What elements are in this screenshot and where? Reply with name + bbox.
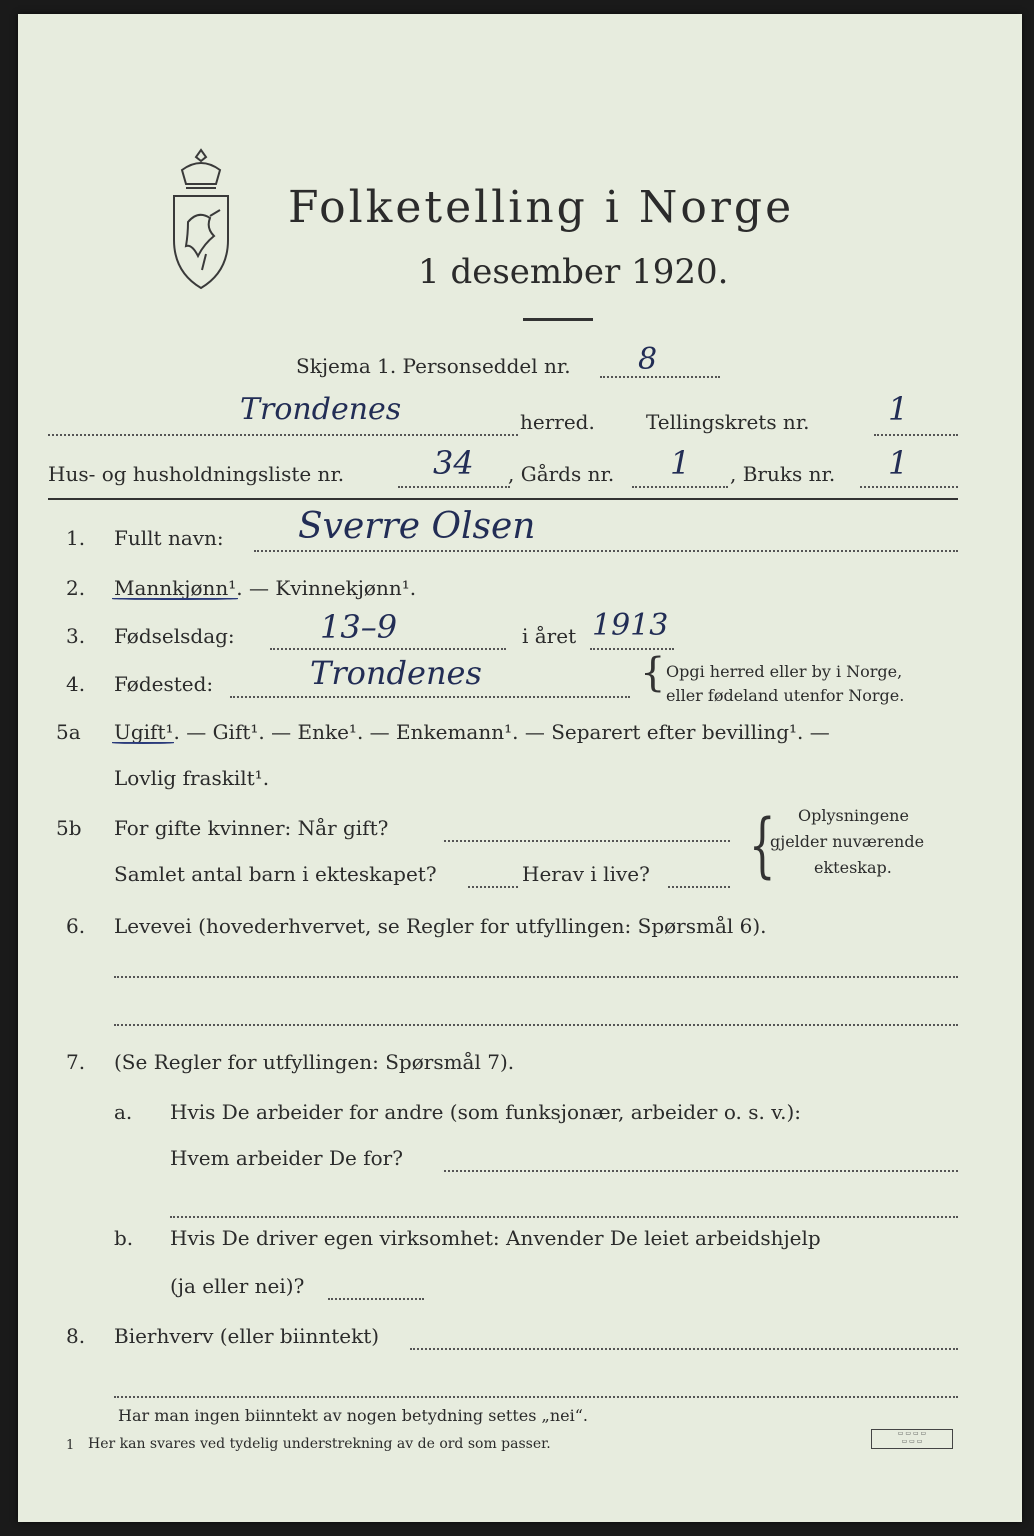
q6-answer-line-1 [114,976,958,978]
q6-answer-line-2 [114,1024,958,1026]
q7a-text: Hvis De arbeider for andre (som funksjonær, arbeider o. s. v.): [170,1100,802,1124]
q7a-answer-line-1 [444,1170,958,1172]
herred-value[interactable]: Trondenes [240,392,402,427]
q4-label: Fødested: [114,672,214,696]
q8-answer-line-2 [114,1396,958,1398]
q7b-answer-line [328,1298,424,1300]
coat-of-arms-icon [166,144,236,292]
gards-value[interactable]: 1 [670,444,691,482]
q4-dotline [230,696,630,698]
bruks-value[interactable]: 1 [888,444,909,482]
q7a-number: a. [114,1100,133,1124]
q7-number: 7. [66,1050,86,1074]
hus-label: Hus- og husholdningsliste nr. [48,462,345,486]
q5b-when-dotline [444,840,730,842]
footnote-text: Her kan svares ved tydelig understrekning av de ord som passer. [88,1436,551,1452]
title-divider [523,318,593,321]
q7b-text2: (ja eller nei)? [170,1274,305,1298]
q3-number: 3. [66,624,86,648]
header-rule [48,498,958,500]
footnote-mark: 1 [66,1438,75,1453]
q3-year-label: i året [522,624,577,648]
q7a-text2: Hvem arbeider De for? [170,1146,403,1170]
q4-value[interactable]: Trondenes [310,654,482,692]
census-form-page [18,14,1022,1522]
q5a-text: Ugift¹. — Gift¹. — Enke¹. — Enkemann¹. — Separert efter bevilling¹. — [114,720,830,744]
q7a-answer-line-2 [170,1216,958,1218]
q5a-underline-mark [112,742,174,744]
skjema-dotline [600,376,720,378]
q5a-number: 5a [56,720,81,744]
bruks-label: , Bruks nr. [730,462,836,486]
printer-stamp-icon: ▭ ▭ ▭ ▭ ▭ ▭ ▭ [871,1429,953,1449]
q5b-label2: Samlet antal barn i ekteskapet? [114,862,437,886]
q4-note-2: eller fødeland utenfor Norge. [666,686,905,705]
q1-dotline [254,550,958,552]
q8-answer-line-1 [410,1348,958,1350]
q4-note-1: Opgi herred eller by i Norge, [666,662,903,681]
gards-label: , Gårds nr. [508,462,615,486]
tellingskrets-label: Tellingskrets nr. [646,410,810,434]
q1-number: 1. [66,526,86,550]
hus-value[interactable]: 34 [433,444,474,482]
q1-value[interactable]: Sverre Olsen [298,506,536,547]
q6-number: 6. [66,914,86,938]
tellingskrets-dotline [874,434,958,436]
q5b-note-2: gjelder nuværende [770,832,925,851]
q8-note: Har man ingen biinntekt av nogen betydning settes „nei“. [118,1406,588,1425]
hus-dotline [398,486,510,488]
bruks-dotline [860,486,958,488]
q5b-brace: { [748,804,776,886]
q5b-number: 5b [56,816,82,840]
q4-brace: { [640,650,666,696]
q7b-text: Hvis De driver egen virksomhet: Anvender De leiet arbeidshjelp [170,1226,821,1250]
skjema-value[interactable]: 8 [638,342,658,377]
tellingskrets-value[interactable]: 1 [888,390,909,428]
q1-label: Fullt navn: [114,526,224,550]
q6-text: Levevei (hovederhvervet, se Regler for utfyllingen: Spørsmål 6). [114,914,767,938]
herred-dotline [48,434,518,436]
q5b-note-1: Oplysningene [798,806,909,825]
q8-text: Bierhverv (eller biinntekt) [114,1324,380,1348]
q5a-text2: Lovlig fraskilt¹. [114,766,270,790]
q2-text: Mannkjønn¹. — Kvinnekjønn¹. [114,576,417,600]
q2-number: 2. [66,576,86,600]
q3-year-value[interactable]: 1913 [592,608,669,643]
q3-label: Fødselsdag: [114,624,235,648]
q5b-alive-dotline [668,886,730,888]
q5b-label3: Herav i live? [522,862,650,886]
q3-dotline [270,648,506,650]
q8-number: 8. [66,1324,86,1348]
census-date: 1 desember 1920. [418,252,729,292]
q5b-note-3: ekteskap. [814,858,892,877]
q7b-number: b. [114,1226,134,1250]
skjema-label: Skjema 1. Personseddel nr. [296,354,571,378]
gards-dotline [632,486,728,488]
q2-underline-mark [112,598,238,600]
q4-number: 4. [66,672,86,696]
q3-value[interactable]: 13–9 [320,608,398,646]
q5b-label: For gifte kvinner: Når gift? [114,816,389,840]
q5b-children-dotline [468,886,518,888]
form-title: Folketelling i Norge [288,182,795,233]
herred-label: herred. [520,410,595,434]
q7-text: (Se Regler for utfyllingen: Spørsmål 7). [114,1050,515,1074]
